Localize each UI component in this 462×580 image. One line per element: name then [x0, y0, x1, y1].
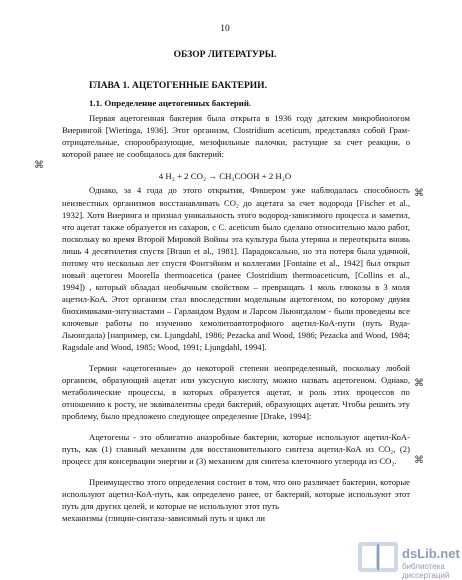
text-line: проблему, было предложено следующее определение [Drake, 1994]:: [62, 411, 312, 421]
text-line: используют ацетил-КоА-путь, как определено ранее, от бактерий, которые используют этот: [62, 489, 410, 499]
chapter-title: ГЛАВА 1. АЦЕТОГЕННЫЕ БАКТЕРИИ.: [89, 81, 267, 91]
dslib-logo-icon: [356, 536, 400, 576]
text-line: потому что несколько лет спустя Фонтэйном и коллегами [Fontaine et al., 1942] был открыт: [62, 258, 410, 268]
text-line: ацетил-КоА. Этот организм стал впоследствии модельным ацетогеном, по которому двумя: [62, 294, 410, 304]
text-line: 1932]. Хотя Виеринга и признал уникальность этого водород-зависимого процесса и заметил,: [62, 210, 410, 220]
text-line: ключевые работы по изучению хемолитоавтотрофного ацетил-КоА-пути (путь Вуда-: [62, 318, 410, 328]
watermark-brand: dsLib.net: [402, 546, 460, 561]
bottom-fade: [0, 540, 352, 580]
text-line: биохимиками-энтузиастами – Гарландом Вудом и Ларсом Льюнгдалом - были проведены все: [62, 306, 410, 316]
text-line: Первая ацетогенная бактерия была открыта в 1936 году датским микробиологом: [89, 113, 410, 123]
definition-line: Ацетогены - это облигатно анаэробные бактерии, которые используют ацетил-КоА-: [89, 432, 410, 442]
margin-mark-icon: ⌘: [34, 160, 44, 171]
reaction-equation: 4 H₂ + 2 CO₂ → CH₃COOH + 2 H₂O: [158, 171, 292, 181]
text-line: отрицательные, спорообразующие, мезофильные палочки, растущие за счет реакции, о: [62, 137, 410, 147]
text-line: поскольку во время Второй Мировой Войны эта культура была утеряна и переоткрыта вновь: [62, 234, 410, 244]
text-line: которой ранее не сообщалось для бактерий:: [62, 149, 225, 159]
margin-mark-icon: ⌘: [414, 455, 424, 466]
margin-mark-icon: ⌘: [414, 188, 424, 199]
text-line: Ragsdale and Wood, 1985; Wood, 1991; Ljungdahl, 1994].: [62, 342, 267, 352]
text-line: лишь 4 десятилетия спустя [Braun et al., 1981]. Парадоксально, но эта потеря была удачной,: [62, 246, 410, 256]
text-line: что ацетат также образуется из сахаров, с C. aceticum было сделано относительно мало работ,: [62, 222, 410, 232]
text-line: отношению к росту, не эквивалентны среди бактерий, образующих ацетат. Чтобы решить эту: [62, 399, 410, 409]
text-line: Однако, за 4 года до этого открытия, Фишером уже наблюдалась способность: [89, 185, 410, 195]
text-line: организм, образующий ацетат или уксусную кислоту, можно назвать ацетогеном. Однако,: [62, 375, 410, 385]
text-line: метаболические процессы, в которых образуется ацетат, и роль этих процессов по: [62, 387, 410, 397]
watermark-tagline: библиотека диссертаций: [402, 562, 450, 580]
text-line: путь, как (1) главный механизм для восстановительного синтеза ацетил-КоА из CO₂, (2): [62, 444, 410, 454]
text-line: неизвестных организмов восстанавливать CO₂ до ацетата за счет водорода [Fischer et al.,: [62, 198, 410, 208]
page-number: 10: [220, 24, 230, 34]
subsection-title: 1.1. Определение ацетогенных бактерий.: [89, 98, 252, 108]
text-line: путь для других целей, и которые не используют этот путь: [62, 501, 280, 511]
text-line: Льюнгдала) [например, см. Ljungdahl, 1986; Pezacka and Wood, 1986; Pezacka and Wood, 1984;: [62, 330, 410, 340]
watermark: [352, 532, 462, 580]
text-line: Термин «ацетогенные» до некоторой степени неопределенный, поскольку любой: [89, 363, 410, 373]
text-line: Виерингой [Wieringa, 1936]. Этот организм, Clostridium aceticum, представлял собой Грам-: [62, 125, 410, 135]
text-line: Преимущество этого определения состоит в том, что оно различает бактерии, которые: [89, 477, 410, 487]
text-line: процесс для консервации энергии и (3) механизм для синтеза клеточного углерода из CO₂.: [62, 456, 397, 466]
text-line: 1994]) , который обладал необычным свойством – превращать 1 моль глюкозы в 3 моля: [62, 282, 410, 292]
text-line: новый ацетоген Moorella thermoacetica (ранее Clostridium thermoaceticum, [Collins et al.,: [62, 270, 410, 280]
margin-mark-icon: ⌘: [414, 378, 424, 389]
text-line: механизмы (глицин-синтаза-зависимый путь и цикл ли: [62, 513, 265, 523]
section-heading: ОБЗОР ЛИТЕРАТУРЫ.: [173, 50, 277, 60]
